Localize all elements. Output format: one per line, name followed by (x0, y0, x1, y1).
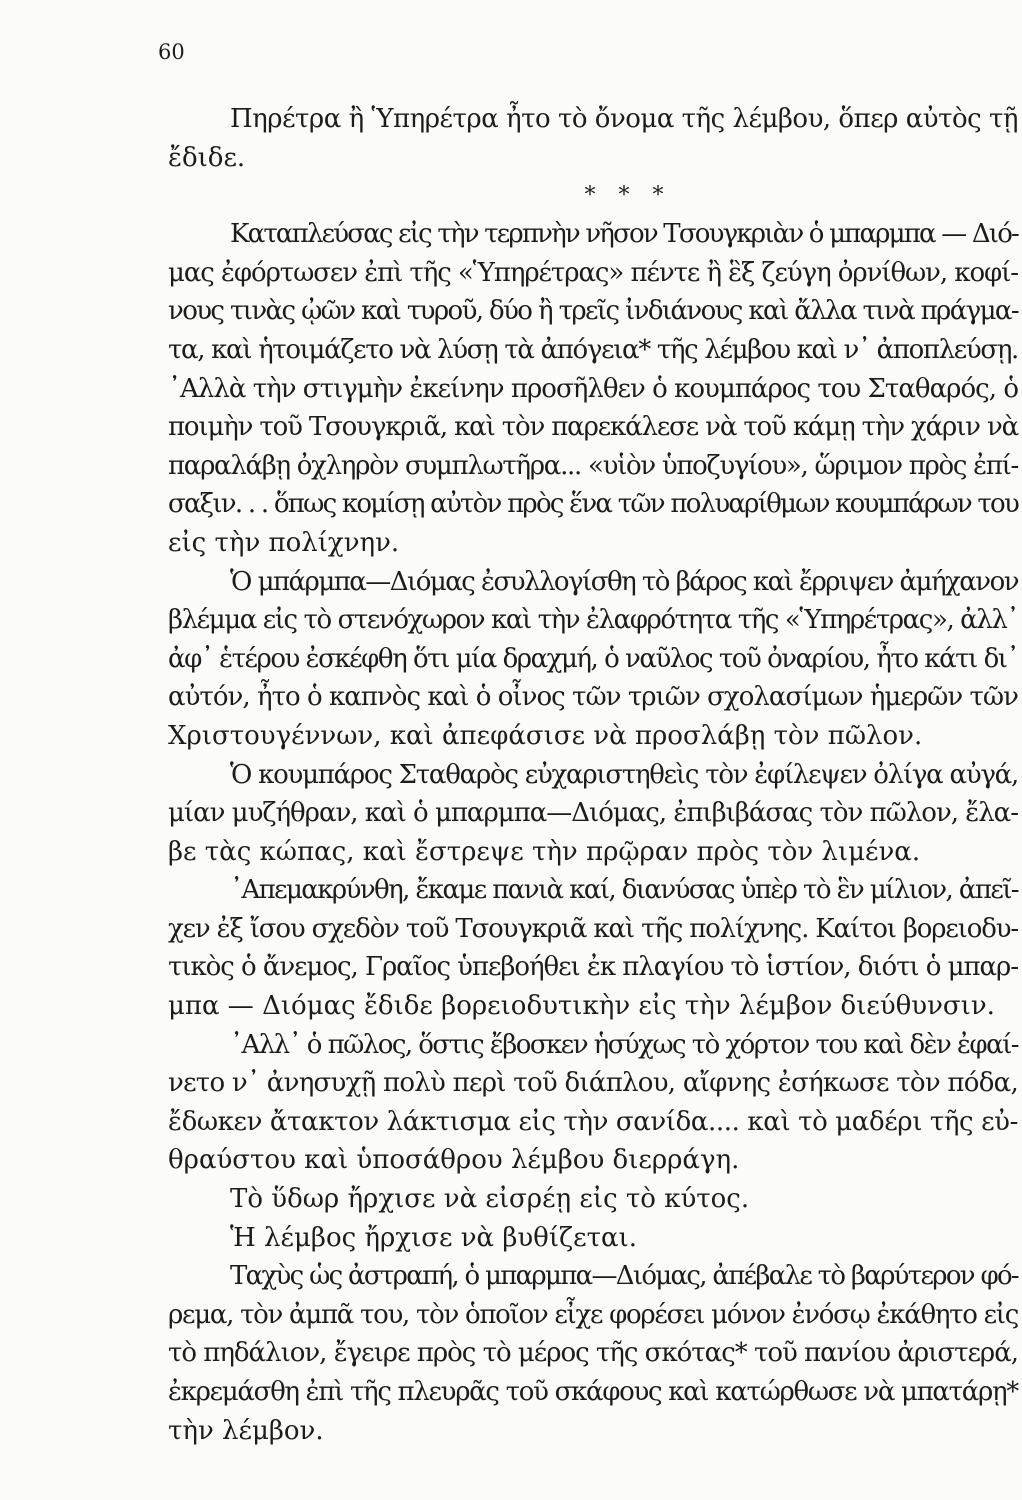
text-line: ᾿Αλλὰ τὴν στιγμὴν ἐκείνην προσῆλθεν ὁ κουμπάρος του Σταθαρός, ὁ (168, 373, 1018, 404)
text-line: αὐτόν, ἦτο ὁ καπνὸς καὶ ὁ οἶνος τῶν τριῶν σχολασίμων ἡμερῶν τῶν (168, 682, 1019, 713)
text-line: Ταχὺς ὡς ἀστραπή, ὁ μπαρμπα—Διόμας, ἀπέβαλε τὸ βαρύτερον φό- (230, 1261, 1018, 1292)
paragraph (168, 756, 1018, 872)
text-line: νετο ν᾿ ἀνησυχῇ πολὺ περὶ τοῦ διάπλου, αἴφνης ἐσήκωσε τὸν πόδα, (168, 1068, 1018, 1099)
text-line: Πηρέτρα ἢ Ὑπηρέτρα ἦτο τὸ ὄνομα τῆς λέμβου, ὅπερ αὐτὸς τῇ (230, 104, 1018, 134)
text-line: ἔδιδε. (168, 142, 246, 173)
paragraph (168, 871, 1018, 1025)
paragraph (168, 100, 1018, 177)
text-line: βλέμμα εἰς τὸ στενόχωρον καὶ τὴν ἐλαφρότητα τῆς «Ὑπηρέτρας», ἀλλ᾿ (168, 605, 1018, 636)
text-line: ρεμα, τὸν ἀμπᾶ του, τὸν ὁποῖον εἶχε φορέσει μόνον ἐνόσῳ ἐκάθητο εἰς (168, 1299, 1018, 1330)
paragraph (168, 215, 1018, 562)
text-line: τὸ πηδάλιον, ἔγειρε πρὸς τὸ μέρος τῆς σκότας* τοῦ πανίου ἀριστερά, (168, 1338, 1018, 1369)
text-block (168, 100, 1018, 1450)
paragraph (168, 1257, 1018, 1450)
text-line: βε τὰς κώπας, καὶ ἔστρεψε τὴν πρῷραν πρὸς τὸν λιμένα. (168, 836, 921, 867)
text-line: τὴν λέμβον. (168, 1415, 324, 1446)
text-line: ἔδωκεν ἄτακτον λάκτισμα εἰς τὴν σανίδα.... καὶ τὸ μαδέρι τῆς εὐ- (168, 1106, 1018, 1137)
text-line: ποιμὴν τοῦ Τσουγκριᾶ, καὶ τὸν παρεκάλεσε νὰ τοῦ κάμῃ τὴν χάριν νὰ (168, 412, 1018, 443)
text-line: μπα — Διόμας ἔδιδε βορειοδυτικὴν εἰς τὴν λέμβον διεύθυνσιν. (168, 991, 995, 1022)
text-line: μίαν μυζήθραν, καὶ ὁ μπαρμπα—Διόμας, ἐπιβιβάσας τὸν πῶλον, ἔλα- (168, 798, 1018, 829)
text-line: Ὁ κουμπάρος Σταθαρὸς εὐχαριστηθεὶς τὸν ἐφίλεψεν ὀλίγα αὐγά, (230, 759, 1018, 790)
text-line: Ὁ μπάρμπα—Διόμας ἐσυλλογίσθη τὸ βάρος καὶ ἔρριψεν ἀμήχανον (230, 566, 1018, 597)
paragraph (168, 1180, 1018, 1219)
text-line: χεν ἐξ ἴσου σχεδὸν τοῦ Τσουγκριᾶ καὶ τῆς πολίχνης. Καίτοι βορειοδυ- (168, 913, 1018, 944)
paragraph (168, 1219, 1018, 1258)
text-line: τικὸς ὁ ἄνεμος, Γραῖος ὑπεβοήθει ἐκ πλαγίου τὸ ἱστίον, διότι ὁ μπαρ- (168, 952, 1018, 983)
text-line: θραύστου καὶ ὑποσάθρου λέμβου διερράγη. (168, 1145, 740, 1176)
text-line: Χριστουγέννων, καὶ ἀπεφάσισε νὰ προσλάβῃ τὸν πῶλον. (168, 720, 923, 751)
paragraph (168, 563, 1018, 756)
text-line: ἀφ᾿ ἑτέρου ἐσκέφθη ὅτι μία δραχμή, ὁ ναῦλος τοῦ ὀναρίου, ἦτο κάτι δι᾿ (168, 643, 1019, 674)
page-number: 60 (158, 40, 185, 64)
paragraph (168, 1026, 1018, 1180)
text-line: νους τινὰς ᾠῶν καὶ τυροῦ, δύο ἢ τρεῖς ἰνδιάνους καὶ ἄλλα τινὰ πράγμα- (168, 296, 1018, 327)
text-line: Καταπλεύσας εἰς τὴν τερπνὴν νῆσον Τσουγκριὰν ὁ μπαρμπα — Διό- (230, 219, 1019, 250)
text-line: ᾿Απεμακρύνθη, ἔκαμε πανιὰ καί, διανύσας ὑπὲρ τὸ ἓν μίλιον, ἀπεῖ- (230, 875, 1018, 906)
text-line: Τὸ ὕδωρ ἤρχισε νὰ εἰσρέῃ εἰς τὸ κύτος. (230, 1184, 750, 1215)
text-line: ᾿Αλλ᾿ ὁ πῶλος, ὅστις ἔβοσκεν ἡσύχως τὸ χόρτον του καὶ δὲν ἐφαί- (230, 1029, 1018, 1060)
text-line: εἰς τὴν πολίχνην. (168, 527, 400, 558)
text-line: σαξιν. . . ὅπως κομίσῃ αὐτὸν πρὸς ἕνα τῶν πολυαρίθμων κουμπάρων του (168, 489, 1018, 520)
text-line: παραλάβῃ ὀχληρὸν συμπλωτῆρα... «υἱὸν ὑποζυγίου», ὥριμον πρὸς ἐπί- (168, 450, 1018, 481)
section-separator: * * * (584, 183, 672, 209)
text-line: Ἡ λέμβος ἤρχισε νὰ βυθίζεται. (230, 1222, 637, 1253)
text-line: τα, καὶ ἡτοιμάζετο νὰ λύσῃ τὰ ἀπόγεια* τῆς λέμβου καὶ ν᾿ ἀποπλεύσῃ. (168, 334, 1018, 365)
text-line: ἐκρεμάσθη ἐπὶ τῆς πλευρᾶς τοῦ σκάφους καὶ κατώρθωσε νὰ μπατάρῃ* (168, 1377, 1018, 1407)
text-line: μας ἐφόρτωσεν ἐπὶ τῆς «Ὑπηρέτρας» πέντε ἢ ἓξ ζεύγη ὀρνίθων, κοφί- (168, 257, 1018, 288)
